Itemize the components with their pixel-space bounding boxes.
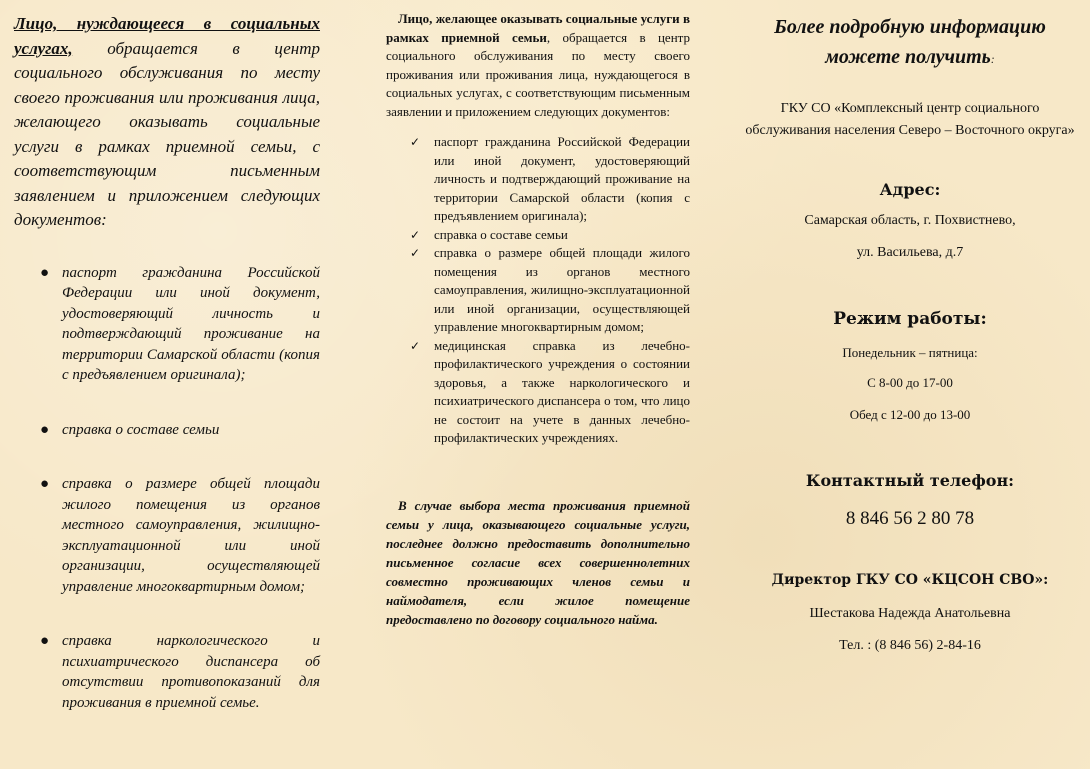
column-provider	[386, 10, 690, 629]
bullet-icon: ●	[40, 633, 50, 649]
recipient-intro-text: обращается в центр социального обслуживания по месту своего проживания или проживания лица, желающего оказывать социальные услуги в рамках приемной семьи, с соответствующим письменным заявлением и приложением следующих документов:	[14, 38, 320, 229]
checkmark-icon: ✓	[410, 338, 421, 353]
title-colon: :	[990, 52, 995, 66]
phone-heading: Контактный телефон:	[805, 471, 1015, 490]
address-line-1: Самарская область, г. Похвистнево,	[804, 213, 1016, 228]
bullet-icon: ●	[40, 421, 50, 438]
director-phone: Тел. : (8 846 56) 2-84-16	[839, 638, 981, 653]
recipient-intro	[14, 12, 320, 233]
hours-days: Понедельник – пятница:	[842, 345, 978, 360]
list-item: ✓ медицинская справка из лечебно-профилактического учреждения о состоянии здоровья, а также наркологического и психиатрического диспансера о том, что лицо не состоит на учете в данных лечебно-профилактических учреждениях.	[410, 337, 690, 445]
provider-intro-text: , обращается в центр социального обслуживания по месту своего проживания или проживания лица, нуждающегося в социальных услугах, с соответствующим письменным заявлении и приложением следующих документов:	[386, 29, 690, 119]
hours-heading: Режим работы:	[833, 309, 987, 329]
list-item: ● паспорт гражданина Российской Федерации или иной документ, удостоверяющий личность и подтверждающий проживание на территории Самарской области (копия с предъявлением оригинала);	[40, 264, 320, 383]
recipient-intro-bold: Лицо, нуждающееся в социальных услугах,	[14, 14, 320, 58]
address-line-2: ул. Васильева, д.7	[856, 245, 964, 260]
director-name: Шестакова Надежда Анатольевна	[809, 606, 1011, 621]
hours-lunch: Обед с 12-00 до 13-00	[849, 407, 971, 422]
provider-intro-bold: Лицо, желающее оказывать социальные услуги в рамках приемной семьи	[386, 11, 690, 45]
list-item: ● справка о размере общей площади жилого помещения из органов местного самоуправления, жилищно-эксплуатационной или иной организации, осуществляющей управление многоквартирным домом;	[40, 476, 320, 595]
bullet-icon: ●	[40, 264, 50, 281]
checkmark-icon: ✓	[410, 246, 421, 260]
director-heading: Директор ГКУ СО «КЦСОН СВО»:	[771, 572, 1049, 588]
column-contacts	[742, 12, 1078, 654]
list-item: ✓ справка о составе семьи	[386, 226, 690, 245]
checkmark-icon: ✓	[410, 135, 421, 149]
organization-name: ГКУ СО «Комплексный центр социального обслуживания населения Северо – Восточного округа»	[745, 101, 1075, 138]
provider-intro	[386, 10, 690, 121]
list-item: ✓ паспорт гражданина Российской Федерации или иной документ, удостоверяющий личность и подтверждающий проживание на территории Самарской области (копия с предъявлением оригинала);	[410, 134, 690, 223]
contacts-title: Более подробную информацию можете получить:	[774, 16, 1046, 68]
phone-number: 8 846 56 2 80 78	[845, 508, 975, 529]
checkmark-icon: ✓	[410, 227, 421, 242]
recipient-documents-list	[14, 263, 320, 714]
provider-documents-list	[386, 133, 690, 448]
provider-note: В случае выбора места проживания приемной семьи у лица, оказывающего социальные услуги, последнее должно предоставить дополнительно письменное согласие всех совершеннолетних совместно проживающих членов семьи и наймодателя, если жилое помещение предоставлено по договору социального найма.	[386, 497, 690, 627]
list-item: ● справка о составе семьи	[14, 420, 320, 441]
hours-time: С 8-00 до 17-00	[867, 375, 953, 390]
list-item: ✓ справка о размере общей площади жилого помещения из органов местного самоуправления, жилищно-эксплуатационной или иной организации, осуществляющей управление многоквартирным домом;	[410, 245, 690, 334]
column-recipient	[14, 12, 320, 747]
bullet-icon: ●	[40, 476, 50, 492]
list-item: ● справка наркологического и психиатрического диспансера об отсутствии противопоказаний для проживания в приемной семье.	[40, 633, 320, 711]
address-heading: Адрес:	[879, 180, 941, 199]
